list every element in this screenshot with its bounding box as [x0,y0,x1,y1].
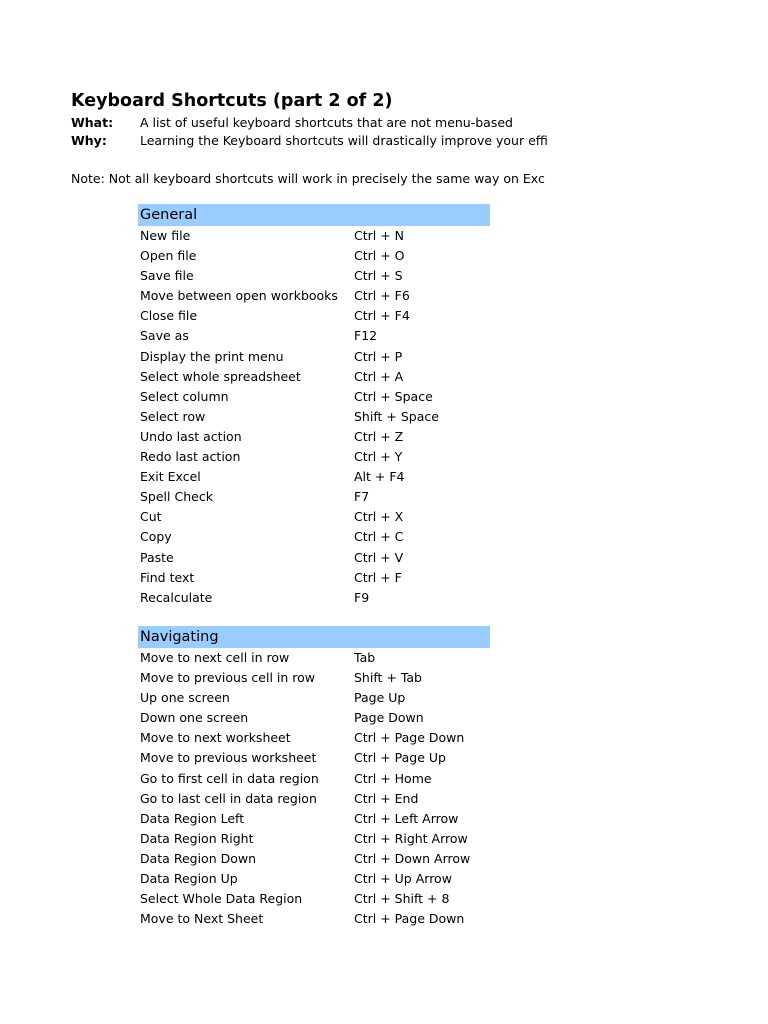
shortcut-action: Redo last action [140,449,241,465]
shortcut-keys: Ctrl + O [354,248,405,264]
shortcut-action: Up one screen [140,690,230,706]
shortcut-keys: Ctrl + P [354,348,403,364]
shortcut-keys: Alt + F4 [354,469,405,485]
shortcut-action: Save file [140,268,194,284]
shortcut-row [138,889,490,909]
shortcut-action: Go to last cell in data region [140,790,317,806]
shortcut-action: Display the print menu [140,348,284,364]
shortcut-row [138,789,490,809]
shortcut-keys: Ctrl + Up Arrow [354,871,452,887]
shortcut-action: Recalculate [140,589,213,605]
shortcut-keys: Page Down [354,710,424,726]
shortcut-keys: Ctrl + F6 [354,288,410,304]
shortcut-action: Save as [140,328,189,344]
page-title: Keyboard Shortcuts (part 2 of 2) [71,91,393,111]
shortcut-row [138,326,490,346]
shortcut-list-navigating [138,648,490,929]
shortcut-keys: Ctrl + F4 [354,308,410,324]
shortcut-action: Move to previous cell in row [140,670,316,686]
shortcut-row [138,286,490,306]
shortcut-action: Move to next cell in row [140,650,290,665]
shortcut-row [138,387,490,407]
shortcut-keys: F7 [354,489,370,505]
section-header-general: General [138,204,490,226]
shortcut-keys: Ctrl + Page Down [354,911,465,927]
shortcut-keys: Ctrl + F [354,569,402,585]
shortcut-action: Cut [140,509,162,525]
shortcut-row [138,407,490,427]
shortcut-keys: Ctrl + C [354,529,404,545]
shortcut-keys: Ctrl + A [354,368,404,384]
section-header-navigating: Navigating [138,626,490,648]
shortcut-keys: Ctrl + Page Up [354,750,446,766]
shortcut-action: Select column [140,388,229,404]
section-general [138,204,490,608]
shortcut-action: New file [140,228,191,243]
shortcut-action: Down one screen [140,710,249,726]
shortcut-action: Open file [140,248,197,264]
shortcut-action: Data Region Up [140,871,238,887]
shortcut-row [138,507,490,527]
shortcut-row [138,769,490,789]
shortcut-keys: Ctrl + Y [354,449,403,465]
shortcut-action: Data Region Left [140,810,245,826]
shortcut-row [138,869,490,889]
shortcut-row [138,447,490,467]
shortcut-row [138,568,490,588]
shortcut-action: Undo last action [140,428,242,444]
shortcut-action: Exit Excel [140,469,201,485]
shortcut-action: Close file [140,308,198,324]
shortcut-keys: Shift + Space [354,408,439,424]
shortcut-action: Select whole spreadsheet [140,368,301,384]
what-label: What: [71,115,114,130]
shortcut-keys: Ctrl + Page Down [354,730,465,746]
shortcut-keys: Ctrl + N [354,228,405,243]
shortcut-keys: Ctrl + S [354,268,403,284]
shortcut-row [138,427,490,447]
shortcut-row [138,467,490,487]
shortcut-action: Paste [140,549,174,565]
shortcut-list-general [138,226,490,608]
why-text: Learning the Keyboard shortcuts will drastically improve your effi [140,133,548,148]
shortcut-keys: Ctrl + End [354,790,419,806]
shortcut-keys: Ctrl + Shift + 8 [354,891,450,907]
shortcut-keys: Shift + Tab [354,670,422,686]
shortcut-action: Go to first cell in data region [140,770,319,786]
shortcut-keys: Ctrl + X [354,509,404,525]
shortcut-action: Data Region Down [140,850,257,866]
shortcut-row [138,809,490,829]
shortcut-keys: Ctrl + Right Arrow [354,830,468,846]
shortcut-row [138,548,490,568]
shortcut-action: Data Region Right [140,830,254,846]
shortcut-action: Select row [140,408,206,424]
shortcut-row [138,728,490,748]
shortcut-row [138,849,490,869]
shortcut-keys: Ctrl + Home [354,770,432,786]
shortcut-keys: Ctrl + Left Arrow [354,810,459,826]
shortcut-row [138,266,490,286]
section-navigating [138,626,490,929]
shortcut-action: Spell Check [140,489,213,505]
shortcut-row [138,306,490,326]
shortcut-action: Move to next worksheet [140,730,291,746]
shortcut-row [138,748,490,768]
shortcut-row [138,588,490,608]
shortcut-action: Find text [140,569,195,585]
shortcut-row [138,648,490,668]
shortcut-keys: Ctrl + Down Arrow [354,850,471,866]
shortcut-keys: Page Up [354,690,406,706]
shortcut-row [138,527,490,547]
shortcut-keys: F9 [354,589,370,605]
shortcut-row [138,688,490,708]
shortcut-keys: F12 [354,328,378,344]
shortcut-row [138,708,490,728]
shortcut-action: Move to previous worksheet [140,750,317,766]
shortcut-row [138,909,490,929]
shortcut-keys: Ctrl + V [354,549,404,565]
shortcut-action: Copy [140,529,172,545]
what-text: A list of useful keyboard shortcuts that are not menu-based [140,115,513,130]
shortcut-keys: Ctrl + Z [354,428,404,444]
shortcut-keys: Tab [354,650,376,665]
shortcut-row [138,246,490,266]
shortcut-row [138,487,490,507]
shortcut-action: Move between open workbooks [140,288,338,304]
shortcut-row [138,226,490,246]
note-text: Note: Not all keyboard shortcuts will work in precisely the same way on Exc [71,171,545,186]
shortcut-action: Select Whole Data Region [140,891,303,907]
shortcut-row [138,347,490,367]
shortcut-row [138,668,490,688]
why-label: Why: [71,133,107,148]
shortcut-row [138,829,490,849]
shortcut-row [138,367,490,387]
shortcut-action: Move to Next Sheet [140,911,264,927]
shortcut-keys: Ctrl + Space [354,388,433,404]
